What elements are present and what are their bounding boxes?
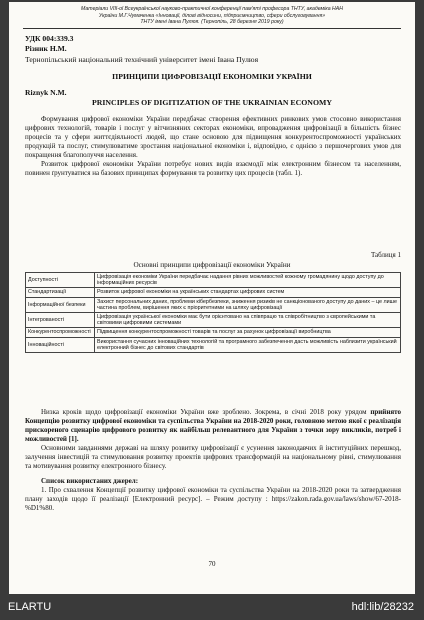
udc-code: УДК 004:339.3 — [25, 34, 74, 43]
page-number: 70 — [208, 560, 216, 568]
principle-description: Розвиток цифрової економіки на українських стандартах цифрових систем — [95, 288, 401, 297]
table-row — [26, 288, 401, 297]
principle-name: Інтегрованості — [26, 313, 95, 328]
principle-description: Підвищення конкурентоспроможності товарів та послуг за рахунок цифровізації виробництва — [95, 328, 401, 337]
author-ua: Різник Н.М. — [25, 44, 67, 53]
principle-name: Інноваційності — [26, 337, 95, 352]
title-en: PRINCIPLES OF DIGITIZATION OF THE UKRAINIAN ECONOMY — [92, 98, 332, 107]
principle-name: Конкурентоспроможності — [26, 328, 95, 337]
footer-repository: ELARTU — [8, 601, 52, 613]
table-row — [26, 328, 401, 337]
principle-name: Доступності — [26, 273, 95, 288]
main-text — [25, 408, 401, 513]
principle-name: Інформаційної безпеки — [26, 297, 95, 312]
table-label: Таблиця 1 — [370, 251, 401, 259]
principle-description: Цифровізація економіки України передбачає надання рівних можливостей кожному громадянину щодо доступу до інформаційних ресурсів — [95, 273, 401, 288]
header-line-1: Матеріали VIII-ої Всеукраїнської науково-практичної конференції пам'яті професора ТНТУ, академіка НАН — [80, 6, 343, 12]
document-page — [9, 2, 415, 594]
affiliation: Тернопільський національний технічний університет імені Івана Пулюя — [25, 55, 259, 64]
table-row — [26, 273, 401, 288]
paragraph-1: Формування цифрової економіки України передбачає створення ефективних ринкових умов стосовно використання цифрових технологій, товарів і послуг у вітчизняних секторах економіки, впровадження цифровізації в більшість бізнес процесів та у сфери життєдіяльності людей, що стане основою для підвищення конкурентоспроможності українських продукцій та послуг, стимулюватиме зростання національної економіки і, відповідно, є однією з першочергових умов для покращення благополуччя населення. — [25, 115, 401, 159]
table-row — [26, 337, 401, 352]
principle-description: Захист персональних даних, проблеми кібербезпеки, зниження ризиків не санкціонованого доступу до даних – це лише частина проблем, вирішення яких є пріоритетними на шляху цифровізації — [95, 297, 401, 312]
paragraph-3-bold: прийнято Концепцію розвитку цифрової економіки та суспільства України на 2018-2020 роки, головною метою якої є реалізація прискореного сценарію цифрового розвитку як найбільш релевантного для України з точки зору викликів, потреб і можливостей [1]. — [25, 408, 401, 443]
conference-header — [21, 6, 403, 26]
author-en: Riznyk N.M. — [25, 88, 67, 97]
header-divider — [23, 28, 401, 29]
principle-description: Використання сучасних інноваційних технологій та програмного забезпечення дасть можливість наблизити український електронний бізнес до світових стандартів — [95, 337, 401, 352]
table-row — [26, 297, 401, 312]
footer-bar — [0, 594, 424, 620]
intro-text — [25, 115, 401, 178]
title-ua: ПРИНЦИПИ ЦИФРОВІЗАЦІЇ ЕКОНОМІКИ УКРАЇНИ — [112, 72, 312, 81]
footer-handle: hdl:lib/28232 — [351, 601, 414, 613]
principle-description: Цифровізація української економіки має бути орієнтовано на співпрацю та співробітництво з європейськими та світовими цифровими системами — [95, 313, 401, 328]
principle-name: Стандартизації — [26, 288, 95, 297]
table-caption: Основні принципи цифровізації економіки України — [133, 261, 291, 269]
paragraph-3-text: Низка кроків щодо цифровізації економіки України вже зроблено. Зокрема, в січні 2018 року урядом — [41, 408, 371, 416]
paragraph-2: Розвиток цифрової економіки України потребує нових видів взаємодії між електронним бізнесом та населенням, повинен ґрунтуватися на базових принципах формування та розвитку цих процесів (табл. 1). — [25, 160, 401, 177]
reference-1: 1. Про схвалення Концепції розвитку цифрової економіки та суспільства України на 2018-2020 роки та затвердження плану заходів щодо її реалізації [Електронний ресурс]. – Режим доступу : https://zakon.rada.gov.ua/laws/show/67-2018-%D1%80. — [25, 486, 401, 512]
references-title: Список використаних джерел: — [41, 477, 139, 485]
header-line-2: України М.Г.Чумаченка «Інновації, ділові відносини, підприємництво, сфери обслуговування» — [98, 12, 326, 19]
paragraph-4: Основними завданнями державі на шляху розвитку цифровізації є усунення законодавчих й інституційних перешкод, залучення інвестицій та стимулювання розвитку проектів цифрових трансформацій на національному рівні, стимулювання та мотивування розвитку електронного бізнесу. — [25, 444, 401, 470]
header-line-3: ТНТУ імені Івана Пулюя. (Тернопіль, 28 березня 2019 року) — [140, 19, 284, 26]
paragraph-3 — [25, 408, 401, 444]
principles-table — [25, 272, 401, 353]
table-row — [26, 313, 401, 328]
